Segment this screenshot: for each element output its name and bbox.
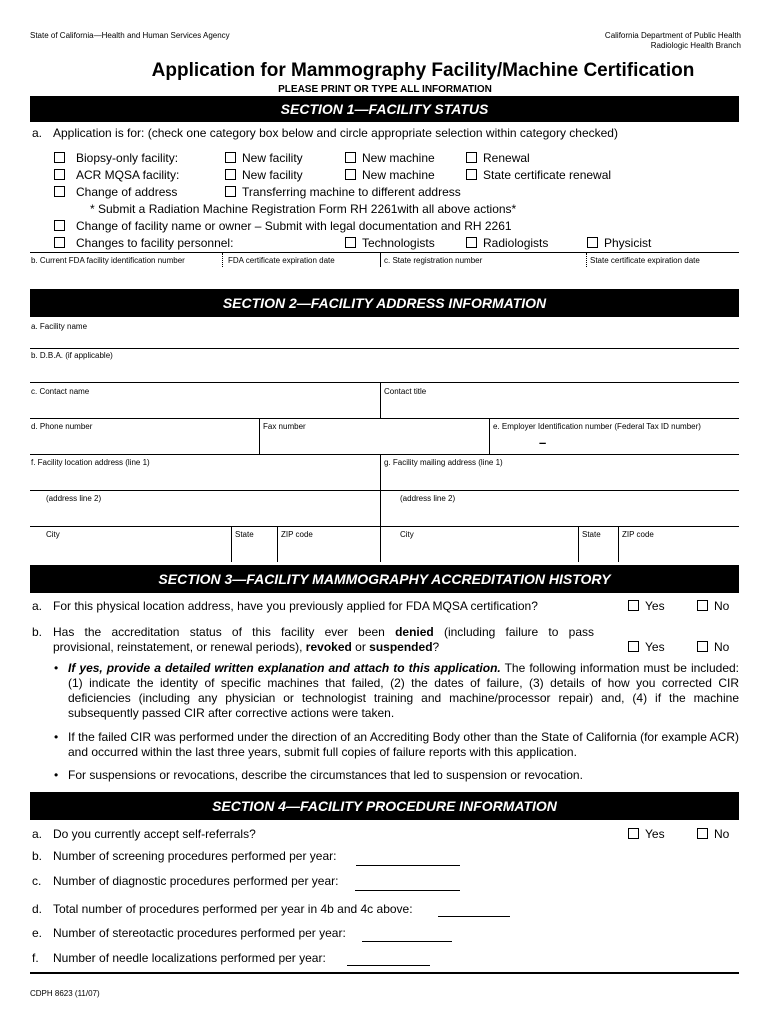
item-letter: d. [32, 902, 43, 916]
facility-name-label: a. Facility name [31, 322, 88, 331]
accreditation-question-line1 [53, 625, 594, 640]
divider [380, 455, 381, 562]
divider [30, 252, 739, 253]
applied-mqsa-no-checkbox[interactable] [697, 600, 708, 611]
contact-title-input[interactable] [384, 398, 738, 417]
section-1-heading: SECTION 1—FACILITY STATUS [30, 96, 739, 122]
ein-label: e. Employer Identification number (Federal Tax ID number) [493, 422, 701, 431]
new-facility-label: New facility [242, 151, 303, 165]
state-cert-renewal-label: State certificate renewal [483, 168, 612, 182]
form-subtitle: PLEASE PRINT OR TYPE ALL INFORMATION [278, 84, 492, 95]
branch-name: Radiologic Health Branch [650, 41, 741, 50]
screening-procedures-label: Number of screening procedures performed per year: [53, 849, 337, 863]
fda-expiration-input[interactable] [226, 266, 376, 288]
item-letter: a. [32, 599, 43, 613]
accreditation-question-line2 [53, 640, 439, 654]
yes-label: Yes [645, 599, 665, 613]
mailing-address-line1-label: g. Facility mailing address (line 1) [384, 458, 503, 467]
form-number: CDPH 8623 (11/07) [30, 989, 100, 998]
question-text: (including failure to pass [433, 625, 594, 639]
divider [231, 527, 232, 562]
item-letter: f. [32, 951, 39, 965]
radiologists-checkbox[interactable] [466, 237, 477, 248]
ein-separator: – [539, 435, 547, 450]
dba-label: b. D.B.A. (if applicable) [31, 351, 113, 360]
contact-title-label: Contact title [384, 387, 427, 396]
bullet: • [54, 730, 59, 744]
mailing-city-input[interactable] [384, 541, 575, 561]
location-state-label: State [235, 530, 254, 539]
question-text: ? [432, 640, 440, 654]
accreditation-yes-checkbox[interactable] [628, 641, 639, 652]
item-letter: b. [32, 625, 43, 639]
mailing-address-line2-label: (address line 2) [400, 494, 456, 503]
renewal-checkbox[interactable] [466, 152, 477, 163]
stereotactic-procedures-label: Number of stereotactic procedures performed per year: [53, 926, 346, 940]
mailing-city-label: City [400, 530, 414, 539]
section-2-heading: SECTION 2—FACILITY ADDRESS INFORMATION [30, 289, 739, 317]
divider [618, 527, 619, 562]
submit-form-note: * Submit a Radiation Machine Registration Form RH 2261with all above actions* [90, 202, 517, 216]
location-address-line1-input[interactable] [30, 469, 376, 489]
acr-new-facility-checkbox[interactable] [225, 169, 236, 180]
question-text: provisional, reinstatement, or renewal periods), [53, 640, 306, 654]
mailing-address-line2-input[interactable] [384, 505, 738, 525]
item-letter: e. [32, 926, 43, 940]
bullet: • [54, 768, 59, 782]
contact-name-input[interactable] [30, 398, 376, 417]
mailing-zip-label: ZIP code [622, 530, 654, 539]
divider [380, 253, 381, 267]
footer-rule [30, 972, 739, 974]
location-address-line1-label: f. Facility location address (line 1) [31, 458, 150, 467]
divider [30, 382, 739, 383]
ein-input[interactable] [493, 433, 738, 453]
fax-number-label: Fax number [263, 422, 306, 431]
if-yes-emphasis: If yes, provide a detailed written explanation and attach to this application. [68, 661, 501, 675]
needle-localizations-label: Number of needle localizations performed per year: [53, 951, 326, 965]
if-yes-instructions [68, 661, 739, 721]
new-machine-label: New machine [362, 151, 435, 165]
radiologists-label: Radiologists [483, 236, 549, 250]
new-facility-label: New facility [242, 168, 303, 182]
acr-new-machine-checkbox[interactable] [345, 169, 356, 180]
department-name: California Department of Public Health [604, 31, 741, 40]
acr-mqsa-label: ACR MQSA facility: [76, 168, 180, 182]
state-registration-field-label: c. State registration number [384, 256, 483, 265]
transferring-machine-checkbox[interactable] [225, 186, 236, 197]
divider [30, 490, 739, 491]
divider [586, 253, 587, 267]
diagnostic-procedures-input[interactable] [355, 890, 460, 891]
applied-mqsa-yes-checkbox[interactable] [628, 600, 639, 611]
contact-name-label: c. Contact name [31, 387, 90, 396]
self-referrals-question: Do you currently accept self-referrals? [53, 827, 256, 841]
applied-mqsa-question: For this physical location address, have you previously applied for FDA MQSA certification? [53, 599, 538, 613]
divider [30, 348, 739, 349]
question-text: or [351, 640, 370, 654]
location-city-input[interactable] [30, 541, 228, 561]
acr-mqsa-checkbox[interactable] [54, 169, 65, 180]
phone-number-label: d. Phone number [31, 422, 93, 431]
total-procedures-label: Total number of procedures performed per year in 4b and 4c above: [53, 902, 413, 916]
needle-localizations-input[interactable] [347, 965, 430, 966]
mailing-address-line1-input[interactable] [384, 469, 738, 489]
form-title: Application for Mammography Facility/Machine Certification [151, 60, 695, 81]
item-letter: c. [32, 874, 42, 888]
revoked-emphasis: revoked [305, 640, 352, 654]
self-referrals-no-checkbox[interactable] [697, 828, 708, 839]
mailing-zip-input[interactable] [621, 541, 738, 561]
fda-expiration-field-label: FDA certificate expiration date [228, 256, 335, 265]
change-facility-name-checkbox[interactable] [54, 220, 65, 231]
location-address-line2-label: (address line 2) [46, 494, 102, 503]
agency-name: State of California—Health and Human Services Agency [30, 31, 230, 40]
no-label: No [714, 827, 730, 841]
no-label: No [714, 640, 730, 654]
biopsy-only-checkbox[interactable] [54, 152, 65, 163]
item-letter: a. [32, 827, 43, 841]
renewal-label: Renewal [483, 151, 530, 165]
dba-input[interactable] [30, 361, 739, 381]
item-letter: b. [32, 849, 43, 863]
divider [30, 454, 739, 455]
if-yes-details: The following information must be included: (1) indicate the identity of specific machines that failed, (2) the dates of failure, (3) details of how you corrected CIR deficiencies (including any physician or technologist training and machine/processor repair) and, (4) if the machine subsequently passed CIR after corrective actions were taken. [68, 661, 739, 720]
fda-id-field-label: b. Current FDA facility identification number [31, 256, 185, 265]
divider [30, 526, 739, 527]
location-zip-input[interactable] [280, 541, 376, 561]
denied-emphasis: denied [395, 625, 434, 639]
divider [222, 253, 223, 267]
physicist-label: Physicist [604, 236, 652, 250]
total-procedures-input[interactable] [438, 916, 510, 917]
phone-number-input[interactable] [30, 433, 255, 453]
facility-name-input[interactable] [30, 332, 739, 347]
question-text: Has the accreditation status of this facility ever been [53, 625, 396, 639]
state-cert-renewal-checkbox[interactable] [466, 169, 477, 180]
screening-procedures-input[interactable] [356, 865, 460, 866]
new-machine-label: New machine [362, 168, 435, 182]
section-3-heading: SECTION 3—FACILITY MAMMOGRAPHY ACCREDITATION HISTORY [30, 565, 739, 593]
location-state-input[interactable] [234, 541, 274, 561]
no-label: No [714, 599, 730, 613]
state-expiration-input[interactable] [590, 266, 738, 288]
mailing-state-input[interactable] [581, 541, 615, 561]
technologists-checkbox[interactable] [345, 237, 356, 248]
changes-personnel-checkbox[interactable] [54, 237, 65, 248]
diagnostic-procedures-label: Number of diagnostic procedures performed per year: [53, 874, 339, 888]
divider [30, 418, 739, 419]
suspension-instructions: For suspensions or revocations, describe the circumstances that led to suspension or revocation. [68, 768, 583, 782]
section-4-heading: SECTION 4—FACILITY PROCEDURE INFORMATION [30, 792, 739, 820]
divider [277, 527, 278, 562]
yes-label: Yes [645, 827, 665, 841]
state-expiration-field-label: State certificate expiration date [590, 256, 700, 265]
suspended-emphasis: suspended [369, 640, 433, 654]
accreditation-no-checkbox[interactable] [697, 641, 708, 652]
divider [489, 419, 490, 454]
divider [259, 419, 260, 454]
stereotactic-procedures-input[interactable] [362, 941, 452, 942]
transferring-machine-label: Transferring machine to different address [242, 185, 461, 199]
biopsy-only-label: Biopsy-only facility: [76, 151, 179, 165]
yes-label: Yes [645, 640, 665, 654]
mailing-state-label: State [582, 530, 601, 539]
changes-personnel-label: Changes to facility personnel: [76, 236, 234, 250]
fax-number-input[interactable] [263, 433, 485, 453]
location-zip-label: ZIP code [281, 530, 313, 539]
state-registration-input[interactable] [384, 266, 582, 288]
change-facility-name-label: Change of facility name or owner – Submit with legal documentation and RH 2261 [76, 219, 512, 233]
item-letter: a. [32, 126, 43, 140]
application-for-label: Application is for: (check one category box below and circle appropriate selection within category checked) [53, 126, 618, 140]
location-city-label: City [46, 530, 60, 539]
failed-cir-instructions: If the failed CIR was performed under the direction of an Accrediting Body other than the State of California (for example ACR) and occurred within the last three years, submit full copies of failure reports with this application. [68, 730, 739, 759]
divider [380, 383, 381, 418]
biopsy-new-machine-checkbox[interactable] [345, 152, 356, 163]
change-of-address-label: Change of address [76, 185, 178, 199]
physicist-checkbox[interactable] [587, 237, 598, 248]
change-of-address-checkbox[interactable] [54, 186, 65, 197]
divider [578, 527, 579, 562]
fda-id-input[interactable] [30, 266, 218, 288]
self-referrals-yes-checkbox[interactable] [628, 828, 639, 839]
technologists-label: Technologists [362, 236, 435, 250]
bullet: • [54, 661, 59, 675]
location-address-line2-input[interactable] [30, 505, 376, 525]
biopsy-new-facility-checkbox[interactable] [225, 152, 236, 163]
